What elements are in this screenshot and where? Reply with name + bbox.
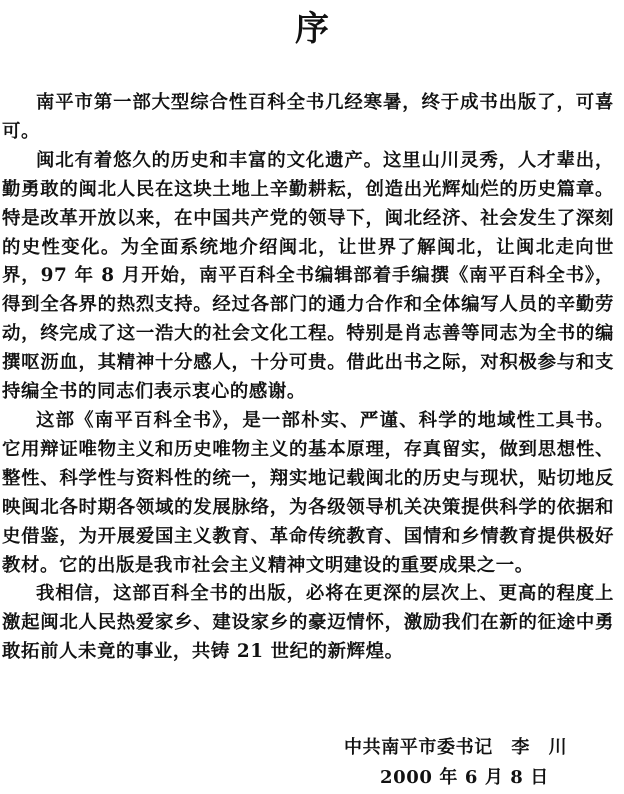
paragraph: 南平市第一部大型综合性百科全书几经寒暑，终于成书出版了，可喜可。 <box>2 92 614 142</box>
paragraph: 这部《南平百科全书》，是一部朴实、严谨、科学的地域性工具书。它用辩证唯物主义和历史唯物主义的基本原理，存真留实，做到思想性、整性、科学性与资料性的统一，翔实地记载闽北的历史与现状，贴切地反映闽北各时期各领域的发展脉络，为各级领导机关决策提供科学的依据和史借鉴，为开展爱国主义教育、革命传统教育、国情和乡情教育提供极好教材。它的出版是我市社会主义精神文明建设的重要成果之一。 <box>2 409 614 576</box>
paragraph: 闽北有着悠久的历史和丰富的文化遗产。这里山川灵秀，人才辈出，勤勇敢的闽北人民在这块土地上辛勤耕耘，创造出光辉灿烂的历史篇章。特是改革开放以来，在中国共产党的领导下，闽北经济、社会发生了深刻的史性变化。为全面系统地介绍闽北，让世界了解闽北，让闽北走向世界，97 年 8 月开始，南平百科全书编辑部着手编撰《南平百科全书》，得到全各界的热烈支持。经过各部门的通力合作和全体编写人员的辛勤劳动，终完成了这一浩大的社会文化工程。特别是肖志善等同志为全书的编撰呕沥血，其精神十分感人，十分可贵。借此出书之际，对积极参与和支持编全书的同志们表示衷心的感谢。 <box>2 149 614 403</box>
signature-date: 2000 年 6 月 8 日 <box>380 767 549 788</box>
paragraph: 我相信，这部百科全书的出版，必将在更深的层次上、更高的程度上激起闽北人民热爱家乡、建设家乡的豪迈情怀，激励我们在新的征途中勇敢拓前人未竟的事业，共铸 21 世纪的新辉煌。 <box>2 583 614 663</box>
signature-block <box>0 734 624 794</box>
preface-body <box>2 89 614 667</box>
signature-author: 中共南平市委书记 李 川 <box>344 737 568 758</box>
page-title: 序 <box>295 9 329 49</box>
